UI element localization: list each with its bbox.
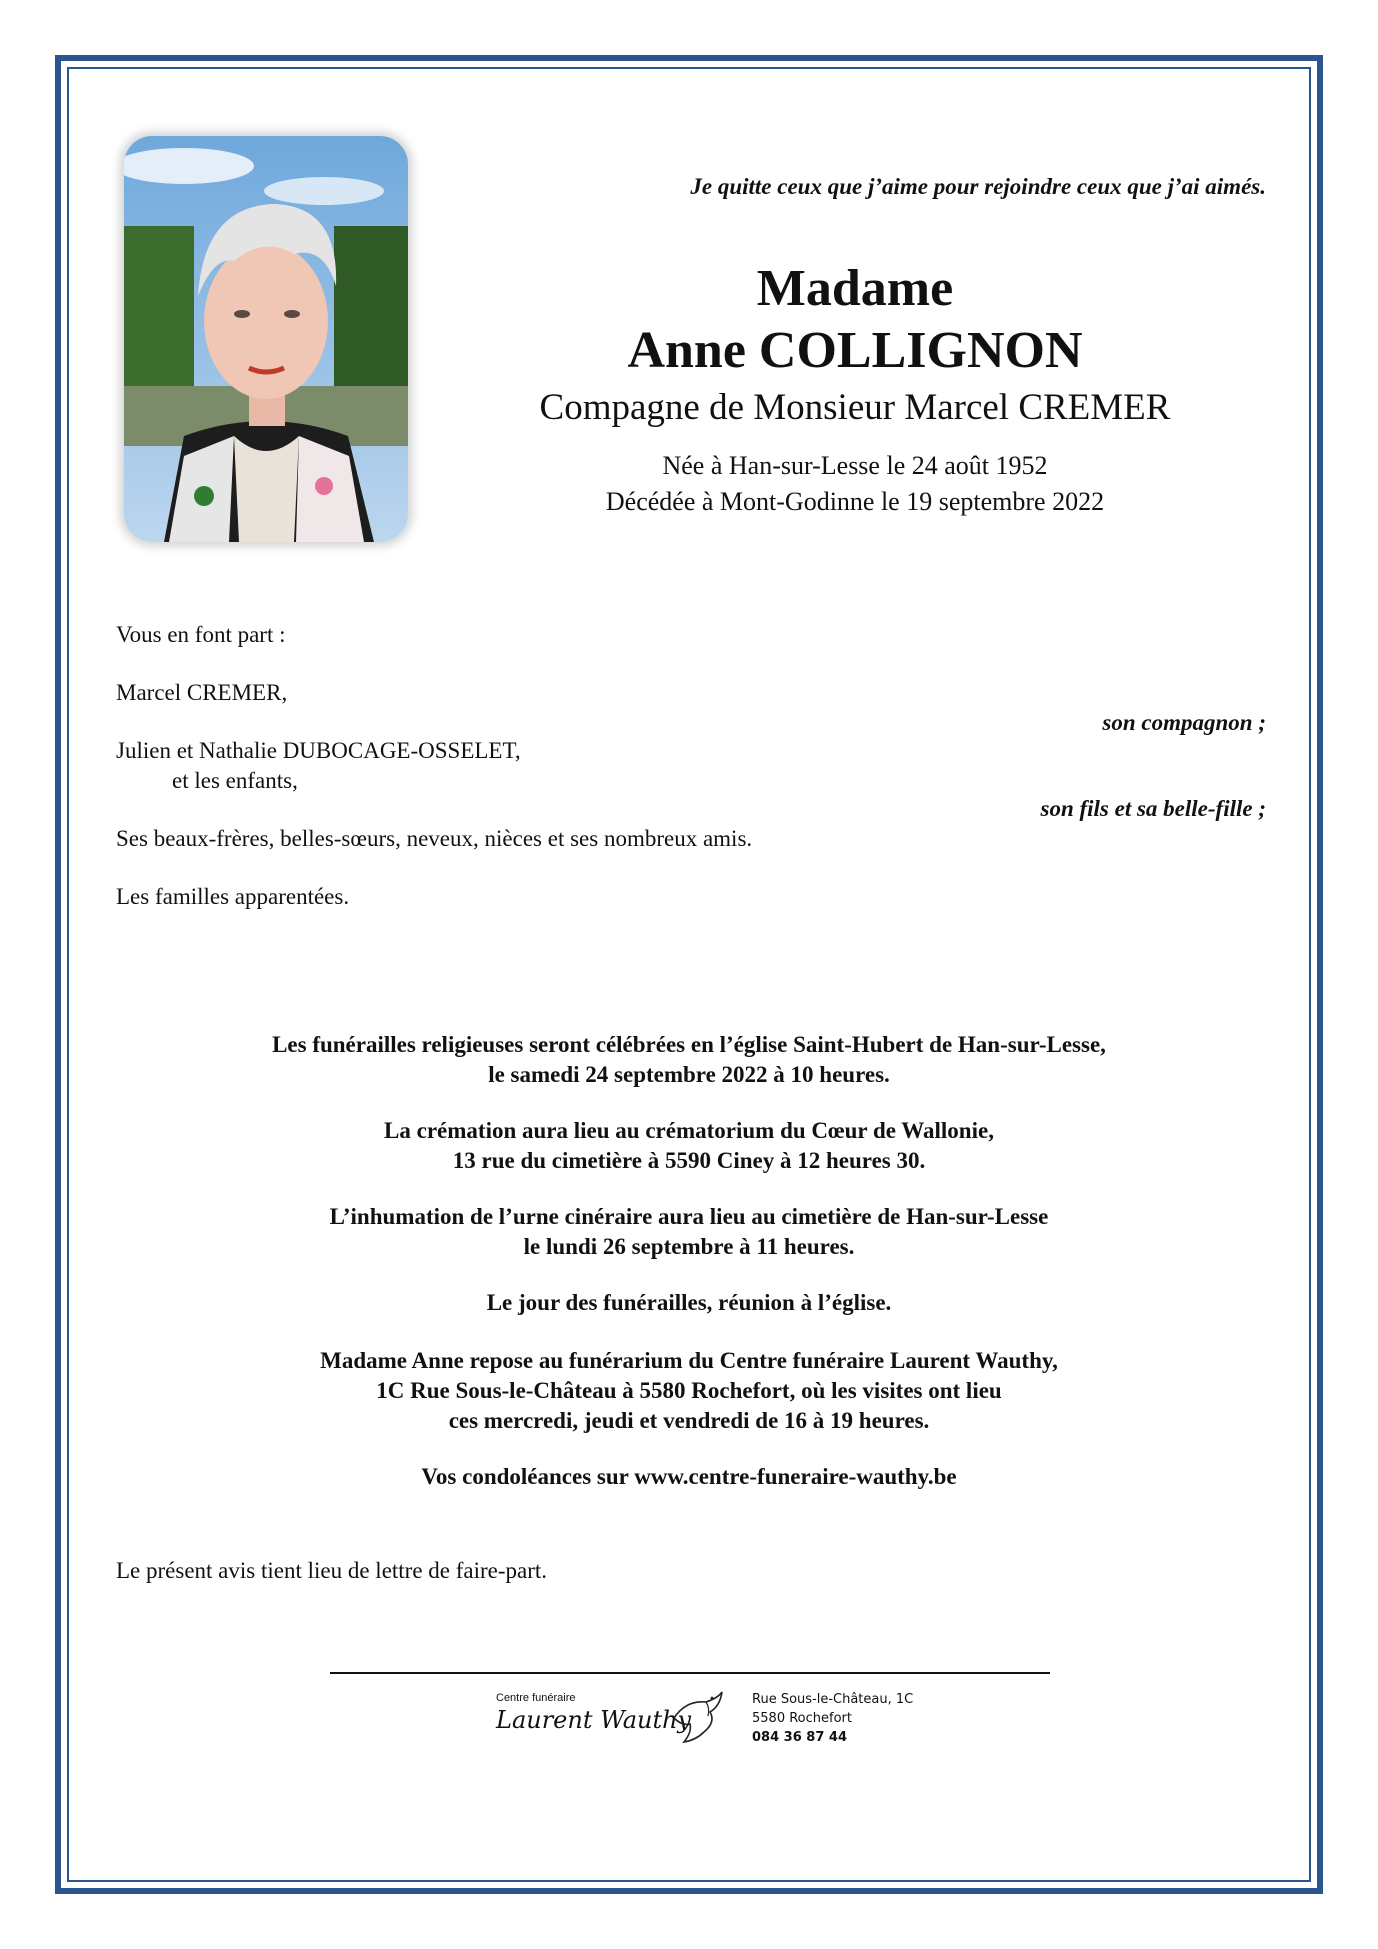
portrait-photo [124,136,408,542]
condolences-line: Vos condoléances sur www.centre-funeraire-wauthy.be [421,1464,957,1489]
logo-script-name: Laurent Wauthy [496,1706,692,1734]
funeral-info [100,1030,1278,1090]
deceased-name: Anne COLLIGNON [627,322,1083,379]
family-member-relation: son compagnon ; [1102,710,1266,735]
phone-number: 084 36 87 44 [752,1730,847,1745]
address-line: Rue Sous-le-Château, 1C [752,1692,914,1707]
notice-text: Le présent avis tient lieu de lettre de faire-part. [116,1558,548,1583]
deceased-header [440,258,1270,520]
family-member-name: Marcel CREMER, [116,680,288,705]
announce-intro: Vous en font part : [116,622,286,647]
address-line: 5580 Rochefort [752,1711,852,1726]
epitaph-quote: Je quitte ceux que j’aime pour rejoindre ceux que j’ai aimés. [690,174,1266,199]
visit-line: Madame Anne repose au funérarium du Centre funéraire Laurent Wauthy, [320,1348,1058,1373]
related-families: Les familles apparentées. [116,884,350,909]
condolences-info [100,1462,1278,1492]
cremation-info [100,1116,1278,1176]
family-member-sub: et les enfants, [172,768,298,793]
burial-line: le lundi 26 septembre à 11 heures. [523,1234,855,1259]
death-line: Décédée à Mont-Godinne le 19 septembre 2022 [605,487,1105,516]
visit-line: ces mercredi, jeudi et vendredi de 16 à 19 heures. [448,1408,930,1433]
footer-divider [330,1672,1050,1674]
birth-line: Née à Han-sur-Lesse le 24 août 1952 [662,451,1048,480]
dove-icon [666,1688,726,1744]
funeral-home-address [752,1690,913,1747]
cremation-line: La crémation aura lieu au crématorium du Cœur de Wallonie, [384,1118,994,1143]
deceased-title: Madame [756,260,954,317]
burial-line: L’inhumation de l’urne cinéraire aura lieu au cimetière de Han-sur-Lesse [329,1204,1049,1229]
family-member-name: Julien et Nathalie DUBOCAGE-OSSELET, [116,738,521,763]
meeting-info [100,1288,1278,1318]
funeral-home-logo [496,1688,736,1748]
visit-info [100,1346,1278,1436]
funeral-line: le samedi 24 septembre 2022 à 10 heures. [488,1062,890,1087]
burial-info [100,1202,1278,1262]
other-relatives: Ses beaux-frères, belles-sœurs, neveux, nièces et ses nombreux amis. [116,826,753,851]
family-member-relation: son fils et sa belle-fille ; [1040,796,1266,821]
visit-line: 1C Rue Sous-le-Château à 5580 Rochefort, où les visites ont lieu [376,1378,1002,1403]
funeral-line: Les funérailles religieuses seront célébrées en l’église Saint-Hubert de Han-sur-Lesse, [272,1032,1106,1057]
cremation-line: 13 rue du cimetière à 5590 Ciney à 12 heures 30. [452,1148,926,1173]
deceased-relation: Compagne de Monsieur Marcel CREMER [539,387,1171,428]
meeting-line: Le jour des funérailles, réunion à l’église. [486,1290,892,1315]
logo-caption: Centre funéraire [496,1692,576,1704]
